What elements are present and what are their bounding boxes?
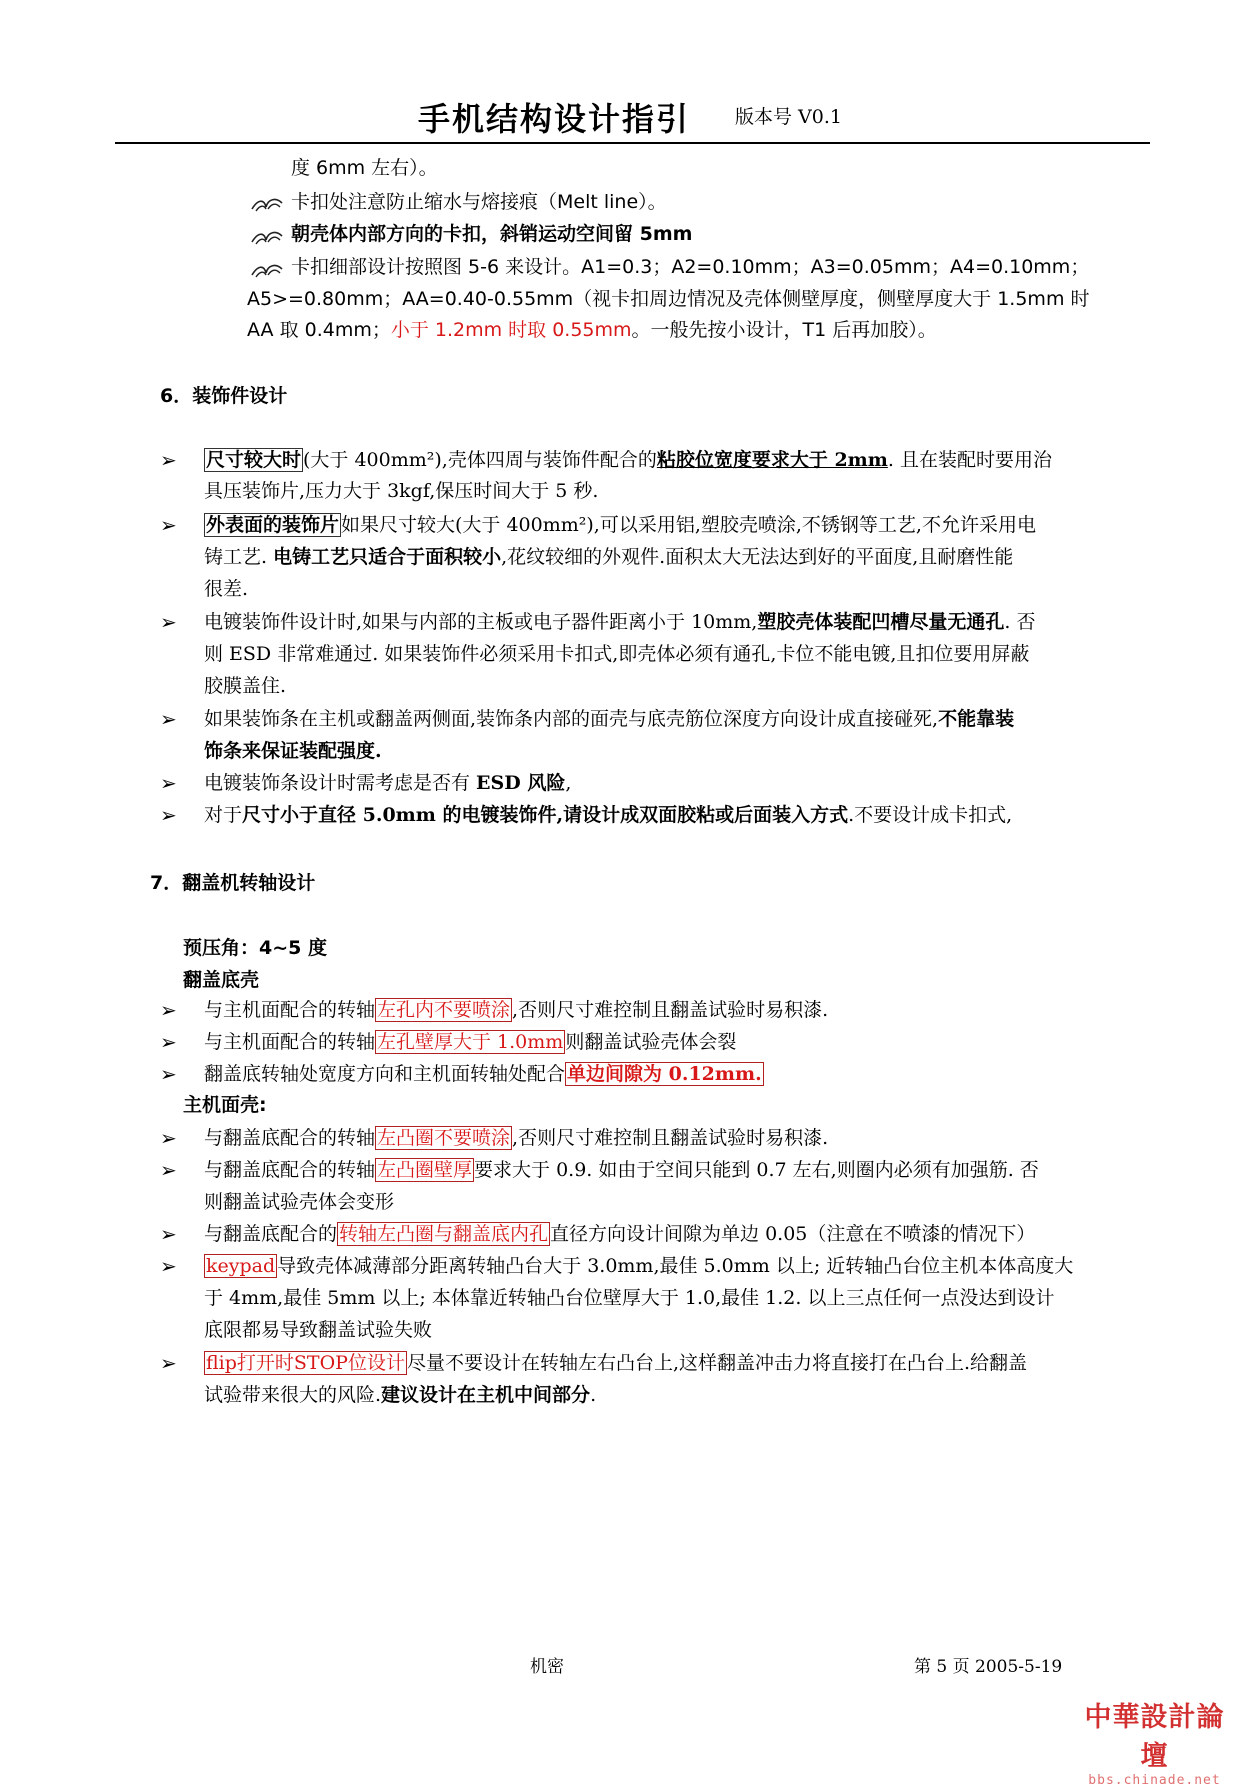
arrow-bullet-icon: ➢ (160, 1030, 177, 1054)
s7-fb2: 与主机面配合的转轴 左孔壁厚大于 1.0mm 则翻盖试验壳体会裂 (204, 1031, 737, 1053)
confidential-label: 机密 (530, 1657, 564, 1677)
arrow-bullet-icon: ➢ (160, 707, 177, 731)
s6-b4-line2: 饰条来保证装配强度. (204, 740, 382, 762)
s7-mf5-line1: flip打开时STOP位设计 尽量不要设计在转轴左右凸台上,这样翻盖冲击力将直接打在凸台上.给翻盖 (206, 1352, 1028, 1374)
preload-angle: 预压角：4~5 度 (183, 937, 327, 959)
page-number: 第 5 页 2005-5-19 (914, 1657, 1063, 1677)
s7-mf1: 与翻盖底配合的转轴 左凸圈不要喷涂 ,否则尺寸难控制且翻盖试验时易积漆. (204, 1127, 829, 1149)
s7-mf2-line2: 则翻盖试验壳体会变形 (204, 1191, 395, 1213)
snap-line-1: 卡扣处注意防止缩水与熔接痕（Melt line）。 (291, 191, 667, 213)
arrow-bullet-icon: ➢ (160, 1158, 177, 1182)
red-note: 小于 1.2mm 时取 0.55mm (390, 319, 632, 341)
s6-b6-line1: 对于尺寸小于直径 5.0mm 的电镀装饰件,请设计成双面胶粘或后面装入方式.不要设计成卡扣式, (204, 804, 1013, 826)
arrow-bullet-icon: ➢ (160, 1062, 177, 1086)
section-7-title: 7．翻盖机转轴设计 (150, 872, 316, 894)
section-6-title: 6．装饰件设计 (160, 385, 288, 407)
s6-b3-line2: 则 ESD 非常难通过. 如果装饰件必须采用卡扣式,即壳体必须有通孔,卡位不能电镀,且扣位要用屏蔽 (204, 643, 1030, 665)
arrow-bullet-icon: ➢ (160, 1222, 177, 1246)
arrow-bullet-icon: ➢ (160, 998, 177, 1022)
arrow-bullet-icon: ➢ (160, 803, 177, 827)
leaf-bullet-icon (250, 195, 284, 215)
s7-mf3: 与翻盖底配合的 转轴左凸圈与翻盖底内孔 直径方向设计间隙为单边 0.05（注意在不喷漆的情况下） (204, 1223, 1036, 1245)
flip-bottom-heading: 翻盖底壳 (183, 969, 260, 991)
s7-mf4-line1: keypad 导致壳体减薄部分距离转轴凸台大于 3.0mm,最佳 5.0mm 以上; 近转轴凸台位主机本体高度大 (206, 1255, 1074, 1277)
s7-fb3: 翻盖底转轴处宽度方向和主机面转轴处配合 单边间隙为 0.12mm. (204, 1063, 762, 1085)
snap-line-3: 卡扣细部设计按照图 5-6 来设计。A1=0.3；A2=0.10mm；A3=0.05mm；A4=0.10mm； (291, 256, 1090, 278)
s6-b2-line2: 铸工艺. 电铸工艺只适合于面积较小,花纹较细的外观件.面积太大无法达到好的平面度,且耐磨性能 (204, 546, 1014, 568)
s6-b1-line1: 尺寸较大时 (大于 400mm²),壳体四周与装饰件配合的粘胶位宽度要求大于 2mm. 且在装配时要用治 (206, 449, 1052, 471)
s7-mf5-line2: 试验带来很大的风险.建议设计在主机中间部分. (204, 1384, 597, 1406)
s6-b3-line3: 胶膜盖住. (204, 675, 287, 697)
s6-b5-line1: 电镀装饰条设计时需考虑是否有 ESD 风险, (204, 772, 572, 794)
main-face-heading: 主机面壳: (183, 1094, 267, 1116)
snap-line-4: A5>=0.80mm；AA=0.40-0.55mm（视卡扣周边情况及壳体侧壁厚度，侧壁厚度大于 1.5mm 时 (247, 288, 1090, 310)
watermark-logo: 中華設計論壇 bbs.chinade.net (1084, 1702, 1225, 1788)
document-title: 手机结构设计指引 (418, 100, 691, 138)
s7-mf2-line1: 与翻盖底配合的转轴 左凸圈壁厚 要求大于 0.9. 如由于空间只能到 0.7 左右,则圈内必须有加强筋. 否 (204, 1159, 1039, 1181)
arrow-bullet-icon: ➢ (160, 1126, 177, 1150)
s7-fb1: 与主机面配合的转轴 左孔内不要喷涂 ,否则尺寸难控制且翻盖试验时易积漆. (204, 999, 829, 1021)
leaf-bullet-icon (250, 261, 284, 281)
arrow-bullet-icon: ➢ (160, 610, 177, 634)
arrow-bullet-icon: ➢ (160, 771, 177, 795)
s6-b3-line1: 电镀装饰件设计时,如果与内部的主板或电子器件距离小于 10mm,塑胶壳体装配凹槽尽量无通孔. 否 (204, 611, 1036, 633)
s6-b4-line1: 如果装饰条在主机或翻盖两侧面,装饰条内部的面壳与底壳筋位深度方向设计成直接碰死,不能靠装 (204, 708, 1015, 730)
s7-mf4-line2: 于 4mm,最佳 5mm 以上; 本体靠近转轴凸台位壁厚大于 1.0,最佳 1.2. 以上三点任何一点没达到设计 (204, 1287, 1055, 1309)
snap-line-0: 度 6mm 左右）。 (291, 157, 438, 179)
s6-b1-line2: 具压装饰片,压力大于 3kgf,保压时间大于 5 秒. (204, 480, 599, 502)
version-label: 版本号 V0.1 (735, 106, 842, 128)
arrow-bullet-icon: ➢ (160, 513, 177, 537)
s6-b2-line3: 很差. (204, 578, 249, 600)
arrow-bullet-icon: ➢ (160, 1351, 177, 1375)
snap-line-2: 朝壳体内部方向的卡扣，斜销运动空间留 5mm (291, 223, 693, 245)
arrow-bullet-icon: ➢ (160, 1254, 177, 1278)
snap-line-5: AA 取 0.4mm；小于 1.2mm 时取 0.55mm。一般先按小设计，T1 后再加胶）。 (247, 319, 937, 341)
arrow-bullet-icon: ➢ (160, 448, 177, 472)
page-header (115, 86, 1150, 144)
s6-b2-line1: 外表面的装饰片 如果尺寸较大(大于 400mm²),可以采用铝,塑胶壳喷涂,不锈钢等工艺,不允许采用电 (206, 514, 1036, 536)
leaf-bullet-icon (250, 228, 284, 248)
s7-mf4-line3: 底限都易导致翻盖试验失败 (204, 1319, 433, 1341)
